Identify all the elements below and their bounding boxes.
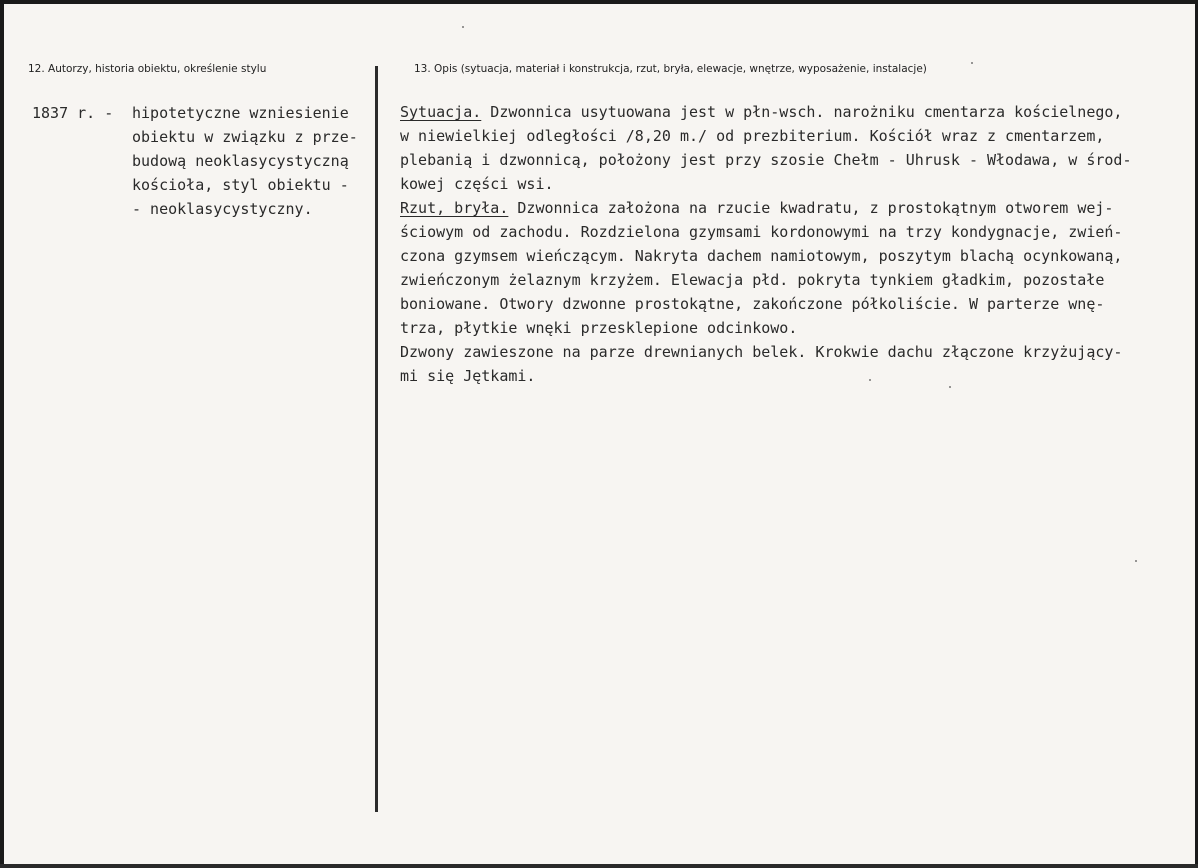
description-column [400, 100, 1132, 388]
history-column [32, 101, 358, 221]
history-text: obiektu w związku z prze- [132, 128, 358, 146]
description-line [400, 196, 1132, 220]
section-12-header: 12. Autorzy, historia obiektu, określenie stylu [28, 63, 267, 75]
paper-speck [1135, 560, 1137, 562]
situation-heading: Sytuacja. [400, 103, 482, 121]
history-text: - neoklasycystyczny. [132, 200, 313, 218]
description-line: plebanią i dzwonnicą, położony jest przy szosie Chełm - Uhrusk - Włodawa, w środ- [400, 151, 1132, 169]
history-line [32, 101, 358, 125]
paper-speck [869, 379, 871, 381]
description-line: zwieńczonym żelaznym krzyżem. Elewacja płd. pokryta tynkiem gładkim, pozostałe [400, 271, 1105, 289]
description-line: trza, płytkie wnęki przesklepione odcinkowo. [400, 319, 798, 337]
description-text: Dzwonnica usytuowana jest w płn-wsch. narożniku cmentarza kościelnego, [481, 103, 1123, 121]
history-line [32, 149, 358, 173]
history-line [32, 173, 358, 197]
section-13-header: 13. Opis (sytuacja, materiał i konstrukcja, rzut, bryła, elewacje, wnętrze, wyposażenie, instalacje) [414, 63, 927, 75]
history-year: 1837 r. - [32, 104, 114, 122]
history-text: budową neoklasycystyczną [132, 152, 349, 170]
history-line [32, 197, 358, 221]
column-divider [375, 66, 378, 812]
description-line: w niewielkiej odległości /8,20 m./ od prezbiterium. Kościół wraz z cmentarzem, [400, 127, 1105, 145]
description-line: czona gzymsem wieńczącym. Nakryta dachem namiotowym, poszytym blachą ocynkowaną, [400, 247, 1123, 265]
description-line: kowej części wsi. [400, 175, 554, 193]
description-text: Dzwonnica założona na rzucie kwadratu, z prostokątnym otworem wej- [508, 199, 1114, 217]
description-line: mi się Jętkami. [400, 367, 536, 385]
history-line [32, 125, 358, 149]
history-text: hipotetyczne wzniesienie [132, 104, 349, 122]
description-line [400, 100, 1132, 124]
history-text: kościoła, styl obiektu - [132, 176, 349, 194]
scan-edge [0, 864, 1198, 868]
description-line: Dzwony zawieszone na parze drewnianych belek. Krokwie dachu złączone krzyżujący- [400, 343, 1123, 361]
paper-speck [949, 386, 951, 388]
paper-speck [971, 62, 973, 64]
description-line: ściowym od zachodu. Rozdzielona gzymsami kordonowymi na trzy kondygnacje, zwień- [400, 223, 1123, 241]
plan-heading: Rzut, bryła. [400, 199, 509, 217]
description-line: boniowane. Otwory dzwonne prostokątne, zakończone półkoliście. W parterze wnę- [400, 295, 1105, 313]
paper-speck [462, 26, 464, 28]
